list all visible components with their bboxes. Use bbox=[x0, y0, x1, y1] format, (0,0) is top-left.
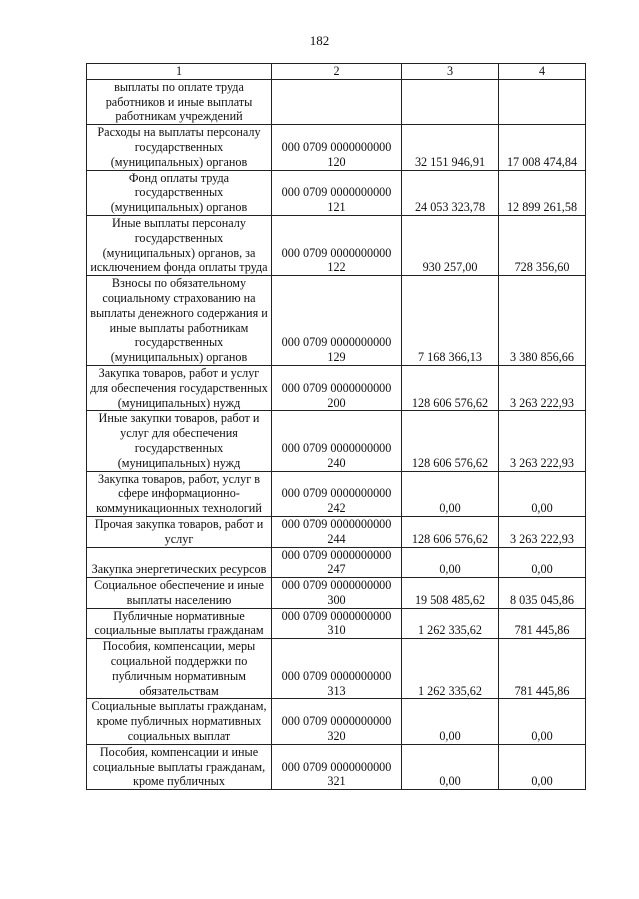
row-value-col3: 128 606 576,62 bbox=[402, 411, 499, 471]
row-value-col4: 0,00 bbox=[499, 744, 586, 789]
column-header-4: 4 bbox=[499, 64, 586, 80]
row-value-col3: 1 262 335,62 bbox=[402, 608, 499, 639]
row-code-cell: 000 0709 0000000000 120 bbox=[272, 125, 402, 170]
header-row bbox=[87, 64, 586, 80]
row-value-col4 bbox=[499, 79, 586, 124]
row-code-cell: 000 0709 0000000000 129 bbox=[272, 276, 402, 366]
row-value-col3: 7 168 366,13 bbox=[402, 276, 499, 366]
table-row bbox=[87, 639, 586, 699]
row-value-col4: 0,00 bbox=[499, 699, 586, 744]
table-row bbox=[87, 276, 586, 366]
row-code-cell: 000 0709 0000000000 300 bbox=[272, 578, 402, 609]
row-name-cell: Социальное обеспечение и иные выплаты населению bbox=[87, 578, 272, 609]
page-number: 182 bbox=[309, 33, 330, 48]
row-value-col4: 3 263 222,93 bbox=[499, 516, 586, 547]
row-code-cell: 000 0709 0000000000 122 bbox=[272, 215, 402, 275]
row-value-col3: 0,00 bbox=[402, 471, 499, 516]
row-value-col3: 1 262 335,62 bbox=[402, 639, 499, 699]
row-value-col4: 781 445,86 bbox=[499, 639, 586, 699]
row-value-col4: 781 445,86 bbox=[499, 608, 586, 639]
column-header-2: 2 bbox=[272, 64, 402, 80]
row-name-cell: Иные закупки товаров, работ и услуг для обеспечения государственных (муниципальных) нужд bbox=[87, 411, 272, 471]
table-row bbox=[87, 547, 586, 578]
row-value-col3: 19 508 485,62 bbox=[402, 578, 499, 609]
row-name-cell: Фонд оплаты труда государственных (муниципальных) органов bbox=[87, 170, 272, 215]
row-value-col3: 32 151 946,91 bbox=[402, 125, 499, 170]
row-code-cell: 000 0709 0000000000 310 bbox=[272, 608, 402, 639]
table-row bbox=[87, 516, 586, 547]
row-value-col4: 0,00 bbox=[499, 547, 586, 578]
row-value-col4: 3 263 222,93 bbox=[499, 365, 586, 410]
row-value-col4: 12 899 261,58 bbox=[499, 170, 586, 215]
row-value-col3: 0,00 bbox=[402, 744, 499, 789]
row-name-cell: Иные выплаты персоналу государственных (муниципальных) органов, за исключением фонда оплаты труда bbox=[87, 215, 272, 275]
row-name-cell: Закупка товаров, работ и услуг для обеспечения государственных (муниципальных) нужд bbox=[87, 365, 272, 410]
table-row bbox=[87, 471, 586, 516]
table-row bbox=[87, 215, 586, 275]
row-value-col4: 8 035 045,86 bbox=[499, 578, 586, 609]
table-row bbox=[87, 79, 586, 124]
row-value-col3 bbox=[402, 79, 499, 124]
row-name-cell: Пособия, компенсации и иные социальные выплаты гражданам, кроме публичных bbox=[87, 744, 272, 789]
row-name-cell: Пособия, компенсации, меры социальной поддержки по публичным нормативным обязательствам bbox=[87, 639, 272, 699]
row-value-col4: 3 380 856,66 bbox=[499, 276, 586, 366]
row-name-cell: Публичные нормативные социальные выплаты гражданам bbox=[87, 608, 272, 639]
row-code-cell: 000 0709 0000000000 320 bbox=[272, 699, 402, 744]
table-row bbox=[87, 578, 586, 609]
row-name-cell: Закупка энергетических ресурсов bbox=[87, 547, 272, 578]
row-code-cell: 000 0709 0000000000 121 bbox=[272, 170, 402, 215]
row-name-cell: Расходы на выплаты персоналу государственных (муниципальных) органов bbox=[87, 125, 272, 170]
column-header-1: 1 bbox=[87, 64, 272, 80]
table-row bbox=[87, 125, 586, 170]
row-value-col3: 0,00 bbox=[402, 547, 499, 578]
row-code-cell: 000 0709 0000000000 244 bbox=[272, 516, 402, 547]
table-row bbox=[87, 699, 586, 744]
row-code-cell: 000 0709 0000000000 242 bbox=[272, 471, 402, 516]
row-value-col4: 3 263 222,93 bbox=[499, 411, 586, 471]
budget-table bbox=[86, 63, 586, 790]
row-value-col4: 728 356,60 bbox=[499, 215, 586, 275]
row-code-cell bbox=[272, 79, 402, 124]
row-name-cell: Взносы по обязательному социальному страхованию на выплаты денежного содержания и иные выплаты работникам государственных (муниципальных) органов bbox=[87, 276, 272, 366]
row-code-cell: 000 0709 0000000000 247 bbox=[272, 547, 402, 578]
row-name-cell: Закупка товаров, работ, услуг в сфере информационно-коммуникационных технологий bbox=[87, 471, 272, 516]
table-row bbox=[87, 744, 586, 789]
row-code-cell: 000 0709 0000000000 200 bbox=[272, 365, 402, 410]
table-row bbox=[87, 411, 586, 471]
row-code-cell: 000 0709 0000000000 321 bbox=[272, 744, 402, 789]
row-code-cell: 000 0709 0000000000 313 bbox=[272, 639, 402, 699]
row-value-col4: 17 008 474,84 bbox=[499, 125, 586, 170]
row-name-cell: Социальные выплаты гражданам, кроме публичных нормативных социальных выплат bbox=[87, 699, 272, 744]
table-row bbox=[87, 170, 586, 215]
row-value-col3: 0,00 bbox=[402, 699, 499, 744]
table-row bbox=[87, 365, 586, 410]
row-value-col3: 24 053 323,78 bbox=[402, 170, 499, 215]
row-name-cell: Прочая закупка товаров, работ и услуг bbox=[87, 516, 272, 547]
table-row bbox=[87, 608, 586, 639]
row-code-cell: 000 0709 0000000000 240 bbox=[272, 411, 402, 471]
row-name-cell: выплаты по оплате труда работников и иные выплаты работникам учреждений bbox=[87, 79, 272, 124]
row-value-col3: 128 606 576,62 bbox=[402, 516, 499, 547]
row-value-col3: 930 257,00 bbox=[402, 215, 499, 275]
column-header-3: 3 bbox=[402, 64, 499, 80]
row-value-col4: 0,00 bbox=[499, 471, 586, 516]
row-value-col3: 128 606 576,62 bbox=[402, 365, 499, 410]
